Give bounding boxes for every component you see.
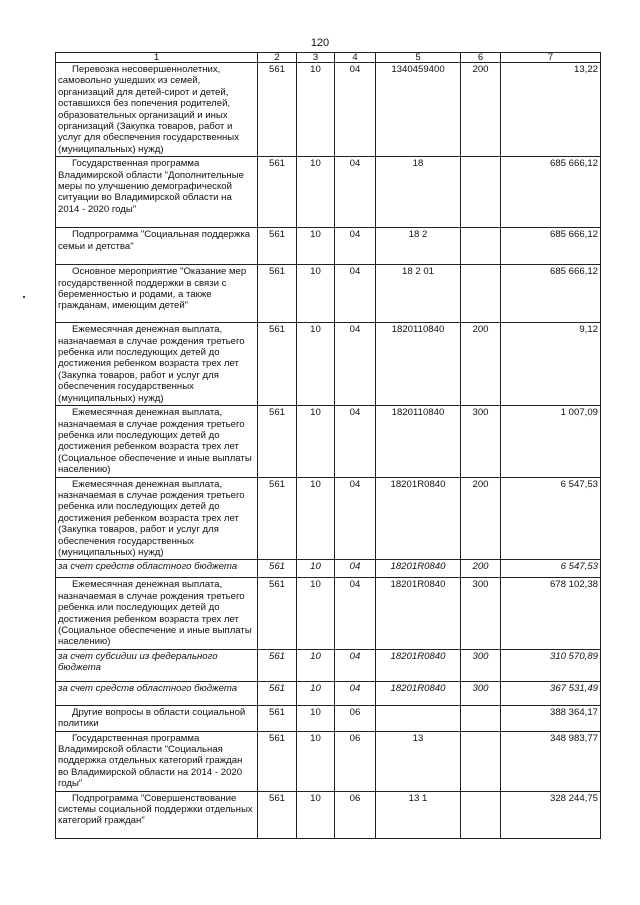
- cell-section: 10: [297, 578, 335, 649]
- cell-section: 10: [297, 649, 335, 681]
- row-name: Ежемесячная денежная выплата, назначаемая в случае рождения третьего ребенка или последующих детей до достижения ребенком возраста трех лет (Социальное обеспечение и иные выплаты населению): [56, 578, 258, 649]
- budget-table: [55, 52, 601, 839]
- row-name: Государственная программа Владимирской области "Дополнительные меры по улучшению демографической ситуации во Владимирской области на 2014 - 2020 годы": [56, 157, 258, 228]
- table-row: [56, 705, 601, 731]
- table-row: [56, 791, 601, 838]
- cell-ministry: 561: [258, 560, 297, 578]
- cell-subsection: 04: [335, 578, 376, 649]
- row-name: за счет средств областного бюджета: [56, 560, 258, 578]
- cell-ministry: 561: [258, 323, 297, 406]
- row-name: Ежемесячная денежная выплата, назначаемая в случае рождения третьего ребенка или последующих детей до достижения ребенком возраста трех лет (Социальное обеспечение и иные выплаты населению): [56, 406, 258, 477]
- cell-amount: 6 547,53: [501, 560, 601, 578]
- cell-expense-type: 200: [461, 477, 501, 560]
- cell-amount: 348 983,77: [501, 731, 601, 791]
- cell-expense-type: 300: [461, 649, 501, 681]
- cell-expense-type: [461, 157, 501, 228]
- cell-amount: 6 547,53: [501, 477, 601, 560]
- cell-expense-type: [461, 265, 501, 323]
- cell-expense-type: [461, 731, 501, 791]
- table-row: [56, 731, 601, 791]
- page-number: 120: [310, 37, 330, 49]
- row-name: Другие вопросы в области социальной политики: [56, 705, 258, 731]
- cell-expense-type: [461, 791, 501, 838]
- cell-ministry: 561: [258, 265, 297, 323]
- row-name: Перевозка несовершеннолетних, самовольно ушедших из семей, организаций для детей-сирот и детей, оставшихся без попечения родителей, образовательных организаций и иных организаций (Закупка товаров, работ и услуг для обеспечения государственных (муниципальных) нужд): [56, 63, 258, 157]
- cell-subsection: 06: [335, 705, 376, 731]
- cell-amount: 328 244,75: [501, 791, 601, 838]
- cell-ministry: 561: [258, 705, 297, 731]
- row-name: Государственная программа Владимирской области "Социальная поддержка отдельных категорий граждан во Владимирской области на 2014 - 2020 годы": [56, 731, 258, 791]
- cell-expense-type: 200: [461, 63, 501, 157]
- cell-amount: 388 364,17: [501, 705, 601, 731]
- table-row: [56, 265, 601, 323]
- cell-section: 10: [297, 265, 335, 323]
- cell-subsection: 04: [335, 406, 376, 477]
- cell-expense-type: [461, 228, 501, 265]
- cell-expense-type: 200: [461, 323, 501, 406]
- cell-subsection: 04: [335, 157, 376, 228]
- table-row: [56, 323, 601, 406]
- cell-amount: 9,12: [501, 323, 601, 406]
- cell-expense-type: 300: [461, 578, 501, 649]
- table-row: [56, 228, 601, 265]
- scan-speck: [23, 296, 25, 298]
- column-header: 1: [56, 53, 258, 63]
- column-header: 6: [461, 53, 501, 63]
- cell-ministry: 561: [258, 731, 297, 791]
- cell-ministry: 561: [258, 649, 297, 681]
- cell-amount: 685 666,12: [501, 228, 601, 265]
- cell-expense-type: [461, 705, 501, 731]
- cell-target-article: 13: [376, 731, 461, 791]
- cell-target-article: 1820110840: [376, 406, 461, 477]
- cell-amount: 678 102,38: [501, 578, 601, 649]
- row-name: Основное мероприятие "Оказание мер государственной поддержки в связи с беременностью и родами, а также гражданам, имеющим детей": [56, 265, 258, 323]
- cell-target-article: 13 1: [376, 791, 461, 838]
- cell-section: 10: [297, 477, 335, 560]
- cell-subsection: 04: [335, 63, 376, 157]
- cell-section: 10: [297, 681, 335, 705]
- table-row: [56, 63, 601, 157]
- cell-subsection: 04: [335, 228, 376, 265]
- cell-ministry: 561: [258, 791, 297, 838]
- cell-target-article: 18 2 01: [376, 265, 461, 323]
- column-header: 3: [297, 53, 335, 63]
- row-name: за счет средств областного бюджета: [56, 681, 258, 705]
- cell-section: 10: [297, 406, 335, 477]
- cell-section: 10: [297, 705, 335, 731]
- cell-amount: 1 007,09: [501, 406, 601, 477]
- cell-ministry: 561: [258, 406, 297, 477]
- cell-section: 10: [297, 228, 335, 265]
- table-row: [56, 157, 601, 228]
- cell-subsection: 04: [335, 323, 376, 406]
- cell-section: 10: [297, 560, 335, 578]
- cell-target-article: 18201R0840: [376, 578, 461, 649]
- table-row: [56, 649, 601, 681]
- cell-section: 10: [297, 323, 335, 406]
- table-row: [56, 406, 601, 477]
- cell-target-article: [376, 705, 461, 731]
- column-header: 5: [376, 53, 461, 63]
- cell-target-article: 18201R0840: [376, 477, 461, 560]
- cell-ministry: 561: [258, 228, 297, 265]
- cell-amount: 13,22: [501, 63, 601, 157]
- row-name: Подпрограмма "Совершенствование системы социальной поддержки отдельных категорий граждан": [56, 791, 258, 838]
- column-header-row: [56, 53, 601, 63]
- cell-target-article: 1340459400: [376, 63, 461, 157]
- cell-ministry: 561: [258, 63, 297, 157]
- column-header: 2: [258, 53, 297, 63]
- cell-expense-type: 300: [461, 406, 501, 477]
- cell-amount: 310 570,89: [501, 649, 601, 681]
- column-header: 7: [501, 53, 601, 63]
- cell-amount: 685 666,12: [501, 157, 601, 228]
- cell-subsection: 04: [335, 649, 376, 681]
- cell-ministry: 561: [258, 578, 297, 649]
- cell-subsection: 04: [335, 265, 376, 323]
- cell-expense-type: 300: [461, 681, 501, 705]
- cell-subsection: 06: [335, 731, 376, 791]
- table-row: [56, 477, 601, 560]
- row-name: Ежемесячная денежная выплата, назначаемая в случае рождения третьего ребенка или последующих детей до достижения ребенком возраста трех лет (Закупка товаров, работ и услуг для обеспечения государственных (муниципальных) нужд): [56, 323, 258, 406]
- cell-section: 10: [297, 731, 335, 791]
- cell-section: 10: [297, 63, 335, 157]
- cell-ministry: 561: [258, 157, 297, 228]
- cell-amount: 367 531,49: [501, 681, 601, 705]
- cell-target-article: 18 2: [376, 228, 461, 265]
- table-row: [56, 560, 601, 578]
- cell-subsection: 04: [335, 681, 376, 705]
- cell-amount: 685 666,12: [501, 265, 601, 323]
- cell-target-article: 1820110840: [376, 323, 461, 406]
- cell-target-article: 18: [376, 157, 461, 228]
- table-row: [56, 578, 601, 649]
- cell-subsection: 04: [335, 477, 376, 560]
- cell-subsection: 04: [335, 560, 376, 578]
- cell-section: 10: [297, 157, 335, 228]
- row-name: Ежемесячная денежная выплата, назначаемая в случае рождения третьего ребенка или последующих детей до достижения ребенком возраста трех лет (Закупка товаров, работ и услуг для обеспечения государственных (муниципальных) нужд): [56, 477, 258, 560]
- cell-target-article: 18201R0840: [376, 649, 461, 681]
- row-name: Подпрограмма "Социальная поддержка семьи и детства": [56, 228, 258, 265]
- cell-ministry: 561: [258, 477, 297, 560]
- column-header: 4: [335, 53, 376, 63]
- cell-expense-type: 200: [461, 560, 501, 578]
- row-name: за счет субсидии из федерального бюджета: [56, 649, 258, 681]
- table-row: [56, 681, 601, 705]
- cell-ministry: 561: [258, 681, 297, 705]
- cell-section: 10: [297, 791, 335, 838]
- cell-subsection: 06: [335, 791, 376, 838]
- cell-target-article: 18201R0840: [376, 560, 461, 578]
- cell-target-article: 18201R0840: [376, 681, 461, 705]
